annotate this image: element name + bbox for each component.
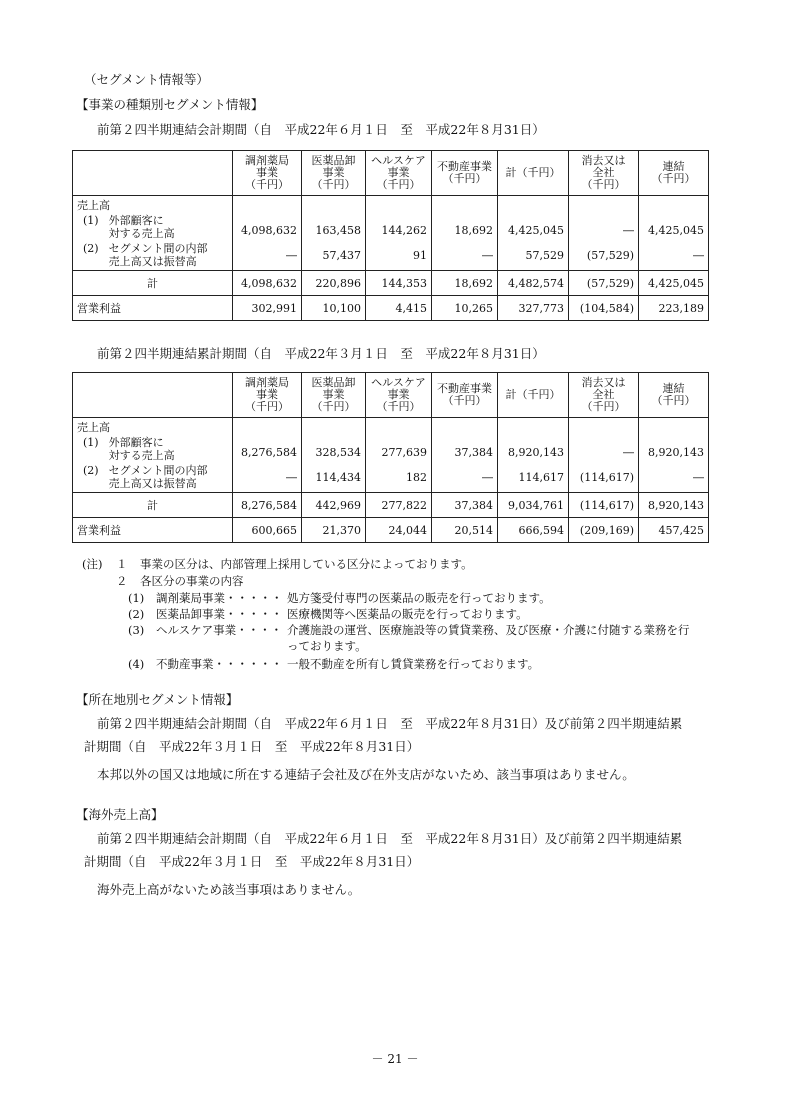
cell-value: 442,969 [302, 493, 366, 518]
row-label-operating-income: 営業利益 [73, 518, 233, 543]
row-label: 外部顧客に [108, 214, 164, 227]
column-header: ヘルスケア 事業 （千円） [366, 373, 432, 418]
cell-value: 18,692 [432, 271, 498, 296]
page-number: － 21 － [371, 1052, 419, 1066]
column-header: ヘルスケア 事業 （千円） [366, 151, 432, 196]
row-label-num: (1) [83, 214, 99, 227]
row-label-num: (2) [83, 242, 99, 255]
cell-value: 114,617 [498, 462, 569, 493]
note-item-number: (3) [128, 623, 145, 637]
column-header: 不動産事業 （千円） [432, 151, 498, 196]
cell-value: ― [569, 418, 639, 463]
cell-value: 223,189 [639, 296, 709, 321]
overseas-period-line1: 前第２四半期連結会計期間（自 平成22年６月１日 至 平成22年８月31日）及び前第２四半期連結累 [97, 831, 683, 846]
row-label-sales: 売上高 [77, 421, 110, 434]
note-item-name: 調剤薬局事業・・・・・ [156, 591, 283, 605]
note-2-number: ２ [116, 574, 128, 588]
cell-value: 8,276,584 [233, 418, 302, 463]
row-label: 対する売上高 [108, 227, 175, 240]
cell-value: ― [639, 462, 709, 493]
cell-value: 457,425 [639, 518, 709, 543]
note-item-desc: 介護施設の運営、医療施設等の賃貸業務、及び医療・介護に付随する業務を行 [287, 623, 690, 637]
column-header: 医薬品卸 事業 （千円） [302, 151, 366, 196]
cell-value: 4,415 [366, 296, 432, 321]
note-item-desc: 一般不動産を所有し賃貸業務を行っております。 [287, 657, 540, 671]
row-label-total: 計 [73, 493, 233, 518]
cell-value: 4,482,574 [498, 271, 569, 296]
cell-value: 277,639 [366, 418, 432, 463]
table1-period: 前第２四半期連結会計期間（自 平成22年６月１日 至 平成22年８月31日） [97, 122, 545, 137]
cell-value: 9,034,761 [498, 493, 569, 518]
cell-value: 4,098,632 [233, 196, 302, 241]
note-item-name: 不動産事業・・・・・・ [156, 657, 283, 671]
note-item-number: (2) [128, 607, 145, 621]
table2-period: 前第２四半期連結累計期間（自 平成22年３月１日 至 平成22年８月31日） [97, 346, 545, 361]
cell-value: 302,991 [233, 296, 302, 321]
overseas-period-line2: 計期間（自 平成22年３月１日 至 平成22年８月31日） [84, 854, 420, 869]
cell-value: 220,896 [302, 271, 366, 296]
header-blank [73, 373, 233, 418]
cell-value: 600,665 [233, 518, 302, 543]
cell-value: 328,534 [302, 418, 366, 463]
cell-value: (114,617) [569, 462, 639, 493]
cell-value: (209,169) [569, 518, 639, 543]
row-label-operating-income: 営業利益 [73, 296, 233, 321]
note-item-desc: 医療機関等へ医薬品の販売を行っております。 [287, 607, 528, 621]
cell-value: (104,584) [569, 296, 639, 321]
table-row-internal-sales [73, 462, 709, 493]
location-period-line1: 前第２四半期連結会計期間（自 平成22年６月１日 至 平成22年８月31日）及び前第２四半期連結累 [97, 716, 683, 731]
table-row-total [73, 271, 709, 296]
cell-value: ― [233, 462, 302, 493]
note-item-desc: 処方箋受付専門の医薬品の販売を行っております。 [287, 591, 551, 605]
cell-value: 37,384 [432, 493, 498, 518]
section-heading: （セグメント情報等） [84, 72, 209, 87]
note-1: 事業の区分は、内部管理上採用している区分によっております。 [140, 557, 473, 571]
row-label-num: (1) [83, 436, 99, 449]
business-segment-title: 【事業の種類別セグメント情報】 [76, 97, 264, 112]
column-header: 不動産事業 （千円） [432, 373, 498, 418]
note-item-desc-cont: っております。 [287, 639, 367, 653]
column-header: 消去又は 全社 （千円） [569, 373, 639, 418]
cell-value: 57,437 [302, 240, 366, 271]
cell-value: 114,434 [302, 462, 366, 493]
overseas-sales-title: 【海外売上高】 [76, 807, 164, 822]
cell-value: 666,594 [498, 518, 569, 543]
row-label: 売上高又は振替高 [108, 477, 197, 490]
row-label-sales: 売上高 [77, 199, 110, 212]
location-segment-title: 【所在地別セグメント情報】 [76, 692, 239, 707]
cell-value: (57,529) [569, 271, 639, 296]
column-header: 計（千円） [498, 151, 569, 196]
overseas-body: 海外売上高がないため該当事項はありません。 [97, 882, 361, 897]
cell-value: 8,920,143 [639, 493, 709, 518]
cell-value: (57,529) [569, 240, 639, 271]
column-header: 計（千円） [498, 373, 569, 418]
cell-value: 21,370 [302, 518, 366, 543]
cell-value: 4,425,045 [639, 196, 709, 241]
cell-value: 57,529 [498, 240, 569, 271]
note-2: 各区分の事業の内容 [140, 574, 244, 588]
cell-value: 163,458 [302, 196, 366, 241]
note-1-number: １ [116, 557, 128, 571]
cell-value: 8,920,143 [498, 418, 569, 463]
cell-value: 4,098,632 [233, 271, 302, 296]
table-row-operating-income [73, 296, 709, 321]
cell-value: 8,276,584 [233, 493, 302, 518]
cell-value: 91 [366, 240, 432, 271]
table-row-external-sales [73, 418, 709, 463]
row-label: 売上高又は振替高 [108, 255, 197, 268]
cell-value: 10,265 [432, 296, 498, 321]
cell-value: 4,425,045 [639, 271, 709, 296]
row-label: 対する売上高 [108, 449, 175, 462]
table-row-operating-income [73, 518, 709, 543]
cell-value: 144,353 [366, 271, 432, 296]
table-row-internal-sales [73, 240, 709, 271]
column-header: 消去又は 全社 （千円） [569, 151, 639, 196]
row-label: セグメント間の内部 [108, 242, 208, 255]
column-header: 連結 （千円） [639, 373, 709, 418]
cell-value: 4,425,045 [498, 196, 569, 241]
notes-prefix: (注) [82, 557, 103, 571]
row-label-total: 計 [73, 271, 233, 296]
cell-value: 24,044 [366, 518, 432, 543]
note-item-name: ヘルスケア事業・・・・ [156, 623, 283, 637]
header-row [73, 151, 709, 196]
table-row-external-sales [73, 196, 709, 241]
segment-table-quarter [72, 150, 709, 321]
row-label: 外部顧客に [108, 436, 164, 449]
cell-value: 20,514 [432, 518, 498, 543]
note-item-number: (4) [128, 657, 145, 671]
table-row-total [73, 493, 709, 518]
row-label-num: (2) [83, 464, 99, 477]
location-period-line2: 計期間（自 平成22年３月１日 至 平成22年８月31日） [84, 739, 420, 754]
cell-value: 8,920,143 [639, 418, 709, 463]
cell-value: 18,692 [432, 196, 498, 241]
cell-value: 37,384 [432, 418, 498, 463]
segment-table-cumulative [72, 372, 709, 543]
column-header: 調剤薬局 事業 （千円） [233, 151, 302, 196]
location-body: 本邦以外の国又は地域に所在する連結子会社及び在外支店がないため、該当事項はありません。 [97, 767, 635, 782]
cell-value: (114,617) [569, 493, 639, 518]
cell-value: ― [432, 462, 498, 493]
cell-value: 182 [366, 462, 432, 493]
note-item-number: (1) [128, 591, 145, 605]
cell-value: ― [639, 240, 709, 271]
cell-value: 277,822 [366, 493, 432, 518]
cell-value: 327,773 [498, 296, 569, 321]
cell-value: ― [569, 196, 639, 241]
cell-value: 144,262 [366, 196, 432, 241]
cell-value: ― [233, 240, 302, 271]
column-header: 医薬品卸 事業 （千円） [302, 373, 366, 418]
row-label: セグメント間の内部 [108, 464, 208, 477]
column-header: 調剤薬局 事業 （千円） [233, 373, 302, 418]
header-row [73, 373, 709, 418]
cell-value: 10,100 [302, 296, 366, 321]
note-item-name: 医薬品卸事業・・・・・ [156, 607, 283, 621]
cell-value: ― [432, 240, 498, 271]
header-blank [73, 151, 233, 196]
column-header: 連結 （千円） [639, 151, 709, 196]
